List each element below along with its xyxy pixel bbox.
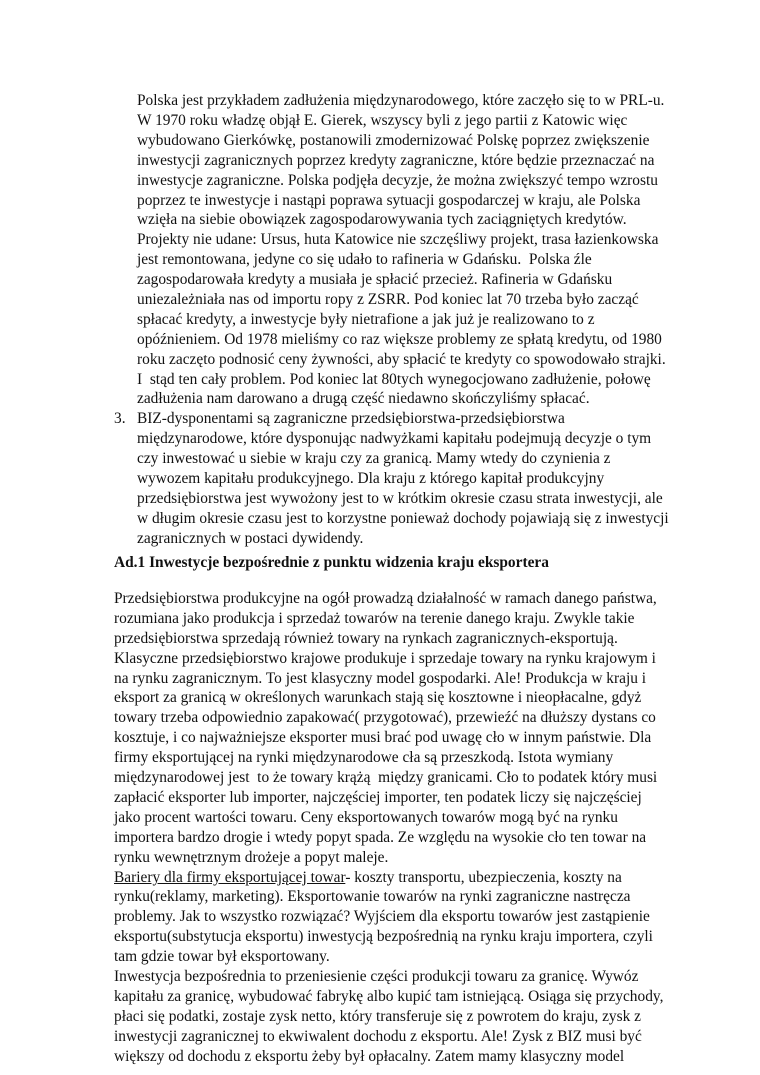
list-number: 3. <box>114 410 126 427</box>
text-line: I stąd ten cały problem. Pod koniec lat 80tych wynegocjowano zadłużenie, połowę <box>137 371 651 388</box>
text-line: poprzez te inwestycje i nastąpi poprawa sytuacji gospodarczej w kraju, ale Polska <box>137 192 641 209</box>
text-line: zadłużenia nam darowano a drugą część niedawno skończyliśmy spłacać. <box>137 390 590 407</box>
text-line: wywozem kapitału produkcyjnego. Dla kraju z którego kapitał produkcyjny <box>137 470 605 487</box>
text-line: jest remontowana, jedyne co się udało to rafineria w Gdańsku. Polska źle <box>137 251 592 268</box>
text-line: importera bardzo drogie i wtedy popyt spada. Ze względu na wysokie cło ten towar na <box>114 829 647 846</box>
text-line: Przedsiębiorstwa produkcyjne na ogół prowadzą działalność w ramach danego państwa, <box>114 590 657 607</box>
text-line: W 1970 roku władzę objął E. Gierek, wszyscy byli z jego partii z Katowic więc <box>137 112 628 129</box>
text-line: Polska jest przykładem zadłużenia międzynarodowego, które zaczęło się to w PRL-u. <box>137 92 665 109</box>
text-line: Klasyczne przedsiębiorstwo krajowe produkuje i sprzedaje towary na rynku krajowym i <box>114 650 656 667</box>
section-heading: Ad.1 Inwestycje bezpośrednie z punktu widzenia kraju eksportera <box>114 554 549 571</box>
text-line: rynku wewnętrznym drożeje a popyt maleje. <box>114 849 389 866</box>
text-line: płaci się podatki, zostaje zysk netto, który transferuje się z powrotem do kraju, zysk z <box>114 1008 641 1025</box>
text-line: kapitału za granicę, wybudować fabrykę albo kupić tam istniejącą. Osiąga się przychody, <box>114 988 664 1005</box>
text-line: jako procent wartości towaru. Ceny eksportowanych towarów mogą być na rynku <box>114 809 618 826</box>
text-line: towary trzeba odpowiednio zapakować( przygotować), przewieźć na dłuższy dystans co <box>114 709 656 726</box>
text-line: wybudowano Gierkówkę, postanowili zmodernizować Polskę poprzez zwiększenie <box>137 132 650 149</box>
text-line: opóźnieniem. Od 1978 mieliśmy co raz większe problemy ze spłatą kredytu, od 1980 <box>137 331 662 348</box>
text-line: uniezależniała nas od importu ropy z ZSRR. Pod koniec lat 70 trzeba było zacząć <box>137 291 639 308</box>
barriers-label: Bariery dla firmy eksportującej towar <box>114 869 346 886</box>
text-line: międzynarodowe, które dysponując nadwyżkami kapitału podejmują decyzje o tym <box>137 430 652 447</box>
text-line: spłacać kredyty, a inwestycje były nietrafione a jak już je realizowano to z <box>137 311 595 328</box>
text-line: w długim okresie czasu jest to korzystne ponieważ dochody pojawiają się z inwestycji <box>137 510 669 527</box>
barriers-text: - koszty transportu, ubezpieczenia, koszty na <box>345 869 622 886</box>
text-line: przedsiębiorstwa sprzedają również towary na rynkach zagranicznych-eksportują. <box>114 630 618 647</box>
text-line: BIZ-dysponentami są zagraniczne przedsiębiorstwa-przedsiębiorstwa <box>137 410 565 427</box>
text-line: inwestycje zagraniczne. Polska podjęła decyzje, że można zwiększyć tempo wzrostu <box>137 172 658 189</box>
text-line: zagranicznych w postaci dywidendy. <box>137 530 364 547</box>
text-line <box>114 868 622 888</box>
text-line: przedsiębiorstwa jest wywożony jest to w krótkim okresie czasu strata inwestycji, ale <box>137 490 663 507</box>
text-line: rozumiana jako produkcja i sprzedaż towarów na terenie danego kraju. Zwykle takie <box>114 610 635 627</box>
text-line: czy inwestować u siebie w kraju czy za granicą. Mamy wtedy do czynienia z <box>137 450 611 467</box>
text-line: Inwestycja bezpośrednia to przeniesienie części produkcji towaru za granicę. Wywóz <box>114 968 639 985</box>
text-line: inwestycji zagranicznej to ekwiwalent dochodu z eksportu. Ale! Zysk z BIZ musi być <box>114 1028 642 1045</box>
text-line: wzięła na siebie obowiązek zagospodarowywania tych zaciągniętych kredytów. <box>137 211 627 228</box>
text-line: eksportu(substytucja eksportu) inwestycją bezpośrednią na rynku kraju importera, czyli <box>114 928 653 945</box>
text-line: inwestycji zagranicznych poprzez kredyty zagraniczne, które będzie przeznaczać na <box>137 152 655 169</box>
text-line: kosztuje, i co najważniejsze eksporter musi brać pod uwagę cło w innym państwie. Dla <box>114 729 652 746</box>
text-line: zapłacić eksporter lub importer, najczęściej importer, ten podatek liczy się najczęściej <box>114 789 642 806</box>
text-line: rynku(reklamy, marketing). Eksportowanie towarów na rynki zagraniczne nastręcza <box>114 888 631 905</box>
text-line: eksport za granicą w określonych warunkach stają się kosztowne i nieopłacalne, gdyż <box>114 689 642 706</box>
text-line: problemy. Jak to wszystko rozwiązać? Wyjściem dla eksportu towarów jest zastąpienie <box>114 908 650 925</box>
text-line: zagospodarowała kredyty a musiała je spłacić przecież. Rafineria w Gdańsku <box>137 271 613 288</box>
text-line: większy od dochodu z eksportu żeby był opłacalny. Zatem mamy klasyczny model <box>114 1048 625 1065</box>
text-line: na rynku zagranicznym. To jest klasyczny model gospodarki. Ale! Produkcja w kraju i <box>114 670 647 687</box>
text-line: firmy eksportującej na rynki międzynarodowe cła są przeszkodą. Istota wymiany <box>114 749 614 766</box>
text-line: międzynarodowej jest to że towary krążą między granicami. Cło to podatek który musi <box>114 769 658 786</box>
text-line: Projekty nie udane: Ursus, huta Katowice nie szczęśliwy projekt, trasa łazienkowska <box>137 231 659 248</box>
text-line: roku zaczęto podnosić ceny żywności, aby spłacić te kredyty co spowodowało strajki. <box>137 351 666 368</box>
text-line: tam gdzie towar był eksportowany. <box>114 948 330 965</box>
